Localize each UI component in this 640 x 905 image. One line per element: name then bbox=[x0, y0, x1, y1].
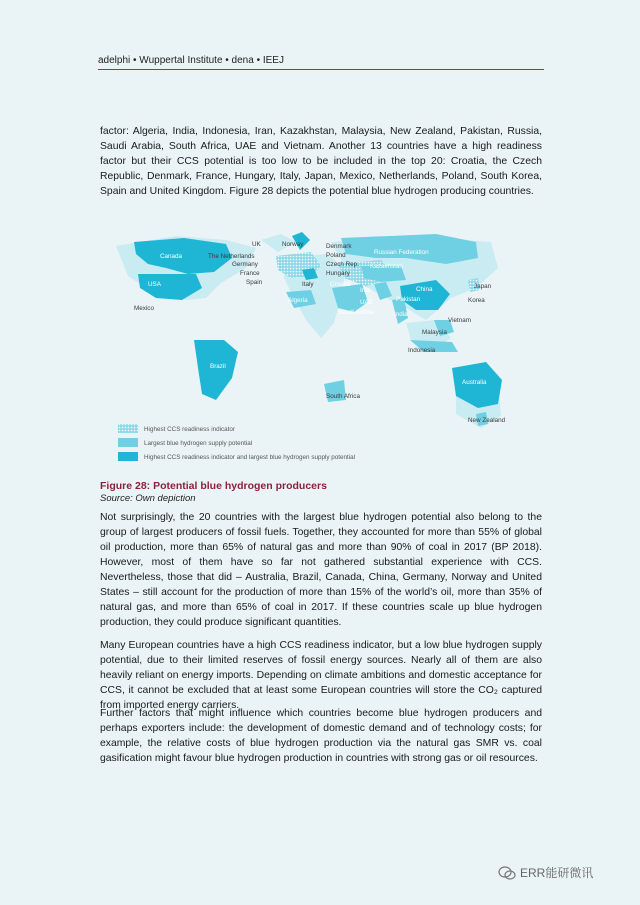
label-russia: Russian Federation bbox=[374, 249, 429, 256]
label-italy: Italy bbox=[302, 281, 314, 288]
legend-swatch-supply bbox=[118, 438, 138, 447]
label-japan: Japan bbox=[474, 283, 492, 290]
label-mexico: Mexico bbox=[134, 305, 154, 312]
label-malaysia: Malaysia bbox=[422, 329, 447, 336]
figure-caption-source: Source: Own depiction bbox=[100, 493, 196, 504]
label-vietnam: Vietnam bbox=[448, 317, 471, 324]
label-pakistan: Pakistan bbox=[396, 296, 421, 303]
label-poland: Poland bbox=[326, 252, 346, 259]
page-header: adelphi • Wuppertal Institute • dena • IEEJ bbox=[98, 55, 284, 66]
label-spain: Spain bbox=[246, 279, 263, 286]
label-uk: UK bbox=[252, 241, 261, 248]
header-rule bbox=[98, 69, 544, 70]
label-denmark: Denmark bbox=[326, 243, 352, 250]
label-canada: Canada bbox=[160, 253, 183, 260]
legend-supply: Largest blue hydrogen supply potential bbox=[144, 440, 253, 447]
label-new-zealand: New Zealand bbox=[468, 417, 506, 424]
label-germany: Germany bbox=[232, 261, 258, 268]
label-czech: Czech Rep. bbox=[326, 261, 359, 268]
wechat-icon bbox=[498, 866, 516, 880]
label-algeria: Algeria bbox=[288, 297, 308, 304]
label-croatia: Croatia bbox=[330, 281, 351, 288]
legend-swatch-readiness bbox=[118, 424, 138, 433]
body-paragraph-2: Many European countries have a high CCS readiness indicator, but a low blue hydrogen supply potential, due to their limited reserves of fossil energy sources. Nearly all of them are also heavily reliant on energy imports. Depending on climate ambitions and domestic acceptance for CCS, it cannot be excluded that at least some European countries will store the CO₂ captured from imported energy carriers. bbox=[100, 640, 542, 711]
label-iran: Iran bbox=[360, 287, 371, 294]
intro-paragraph: factor: Algeria, India, Indonesia, Iran, Kazakhstan, Malaysia, New Zealand, Pakistan, Russia, Saudi Arabia, South Africa, UAE and Vietnam. Another 13 countries have a high readiness factor but their CCS potential is too low to be included in the top 20: Croatia, the Czech Republic, Denmark, France, Hungary, Italy, Japan, Mexico, Netherlands, Poland, South Korea, Spain and United Kingdom. Figure 28 depicts the potential blue hydrogen producing countries. bbox=[100, 126, 542, 197]
label-hungary: Hungary bbox=[326, 270, 350, 277]
label-netherlands: The Netherlands bbox=[208, 253, 255, 260]
label-norway: Norway bbox=[282, 241, 304, 248]
label-korea: Korea bbox=[468, 297, 485, 304]
label-france: France bbox=[240, 270, 260, 277]
label-india: India bbox=[394, 311, 408, 318]
watermark bbox=[498, 864, 593, 881]
label-usa: USA bbox=[148, 281, 161, 288]
label-indonesia: Indonesia bbox=[408, 347, 436, 354]
label-china: China bbox=[416, 286, 433, 293]
label-uae: UAE bbox=[360, 299, 373, 306]
body-paragraph-1: Not surprisingly, the 20 countries with the largest blue hydrogen potential also belong to the group of largest producers of fossil fuels. Together, they accounted for more than 55% of global oil production, more than 65% of natural gas and more than 90% of coal in 2017 (BP 2018). However, most of them have so far not gathered substantial experience with CCS. Nevertheless, those that did – Australia, Brazil, Canada, China, Germany, Norway and United States – still account for the production of more than 15% of the world’s oil, more than 35% of natural gas, and more than 65% of coal in 2017. If these countries scale up blue hydrogen production, they could produce significant quantities. bbox=[100, 512, 542, 628]
legend-combined: Highest CCS readiness indicator and largest blue hydrogen supply potential bbox=[144, 454, 356, 461]
label-australia: Australia bbox=[462, 379, 487, 386]
watermark-text: ERR能研微讯 bbox=[520, 866, 594, 880]
label-kazakhstan: Kazakhstan bbox=[370, 263, 403, 270]
map-legend bbox=[118, 424, 355, 461]
world-map bbox=[106, 228, 508, 470]
body-paragraph-3: Further factors that might influence which countries become blue hydrogen producers and perhaps exporters include: the development of domestic demand and of technology costs; for example, the relative costs of blue hydrogen production via the natural gas SMR vs. coal gasification might favour blue hydrogen production in countries with strong gas or oil resources. bbox=[100, 708, 542, 764]
figure-caption-title: Figure 28: Potential blue hydrogen producers bbox=[100, 480, 327, 492]
label-south-africa: South Africa bbox=[326, 393, 360, 400]
label-saudi: Saudi Arabia bbox=[338, 309, 374, 316]
label-brazil: Brazil bbox=[210, 363, 226, 370]
legend-swatch-combined bbox=[118, 452, 138, 461]
legend-readiness: Highest CCS readiness indicator bbox=[144, 426, 235, 433]
